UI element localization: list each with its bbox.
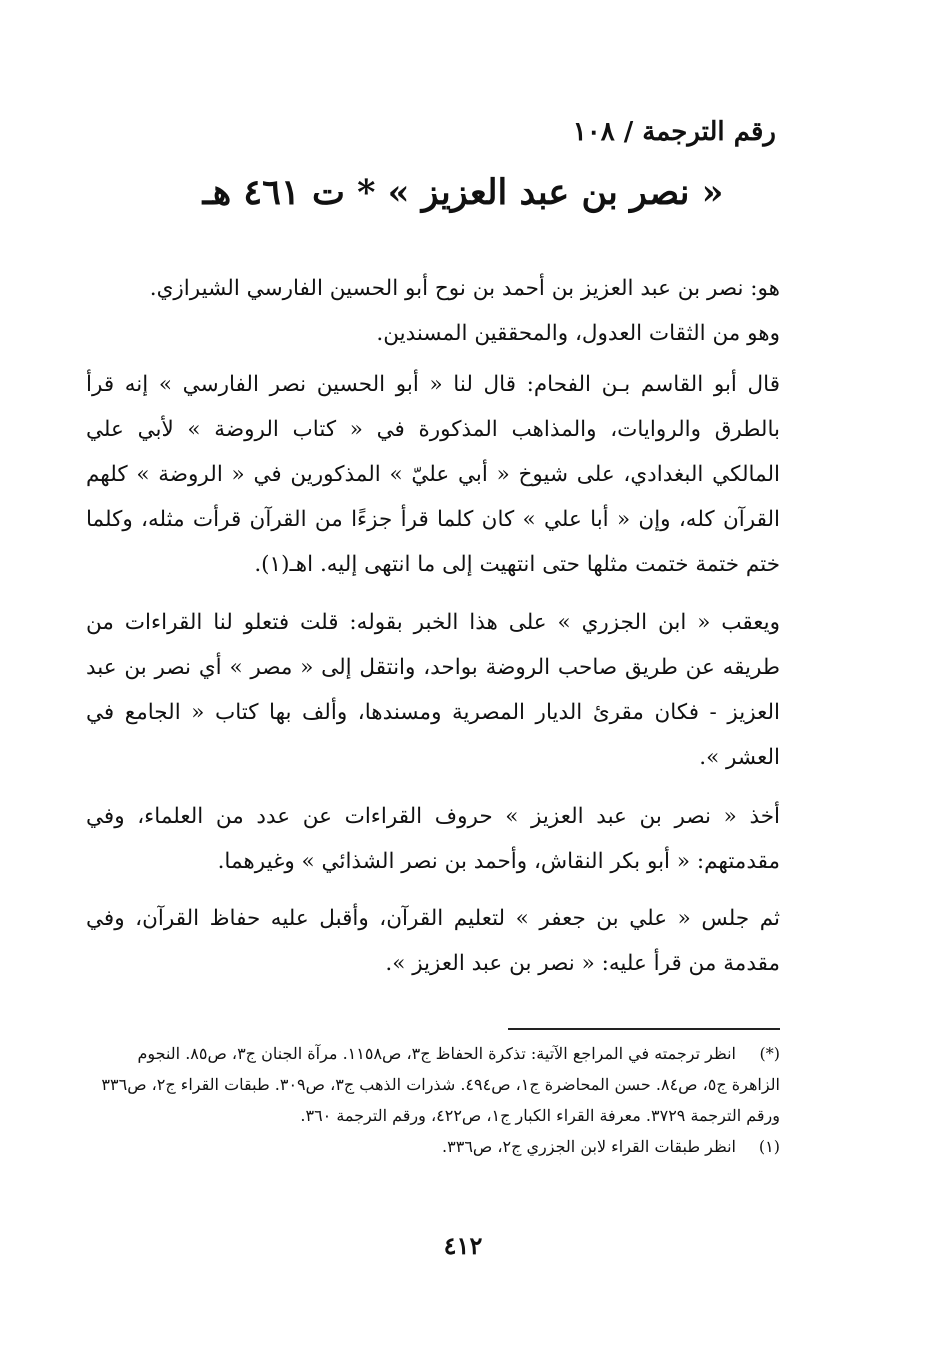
intro-paragraph (86, 266, 780, 356)
body-paragraph: ثم جلس « علي بن جعفر » لتعليم القرآن، وأقبل عليه حفاظ القرآن، وفي مقدمة من قرأ عليه: « نصر بن عبد العزيز ». (86, 906, 780, 976)
paragraph-line: هو: نصر بن عبد العزيز بن أحمد بن نوح أبو الحسين الفارسي الشيرازي. (149, 276, 780, 301)
footnote (96, 1131, 780, 1162)
footnote-text: انظر طبقات القراء لابن الجزري ج٢، ص٣٣٦. (442, 1137, 736, 1156)
entry-number: رقم الترجمة / ١٠٨ (572, 117, 776, 147)
body-paragraph: ويعقب « ابن الجزري » على هذا الخبر بقوله: قلت فتعلو لنا القراءات من طريقه عن طريق صاحب الروضة بواحد، وانتقل إلى « مصر » أي نصر بن عبد العزيز - فكان مقرئ الديار المصرية ومسندها، وألف بها كتاب « الجامع في العشر ». (86, 610, 780, 770)
paragraph-line: وهو من الثقات العدول، والمحققين المسندين. (376, 321, 780, 346)
page-number: ٤١٢ (443, 1231, 483, 1260)
footnote-divider (508, 1028, 780, 1030)
footnote-marker: (١) (758, 1137, 780, 1156)
body-paragraph: قال أبو القاسم بـن الفحام: قال لنا « أبو الحسين نصر الفارسي » إنه قرأ بالطرق والروايات، والمذاهب المذكورة في « كتاب الروضة » لأبي علي المالكي البغدادي، على شيوخ « أبي عليّ » المذكورين في « الروضة » كلهم القرآن كله، وإن « أبا علي » كان كلما قرأ جزءًا من القرآن قرأت مثله، وكلما ختم ختمة ختمت مثلها حتى انتهيت إلى ما انتهى إليه. اهـ(١). (86, 372, 780, 577)
footnote (96, 1038, 780, 1131)
footnote-marker: (*) (759, 1044, 780, 1063)
footnote-text: انظر ترجمته في المراجع الآتية: تذكرة الحفاظ ج٣، ص١١٥٨. مرآة الجنان ج٣، ص٨٥. النجوم الزاهرة ج٥، ص٨٤. حسن المحاضرة ج١، ص٤٩٤. شذرات الذهب ج٣، ص٣٠٩. طبقات القراء ج٢، ص٣٣٦ ورقم الترجمة ٣٧٢٩. معرفة القراء الكبار ج١، ص٤٢٢، ورقم الترجمة ٣٦٠. (101, 1044, 780, 1125)
body-paragraph: أخذ « نصر بن عبد العزيز » حروف القراءات عن عدد من العلماء، وفي مقدمتهم: « أبو بكر النقاش، وأحمد بن نصر الشذائي » وغيرهما. (86, 804, 780, 874)
footnotes (96, 1038, 780, 1162)
biography-title: « نصر بن عبد العزيز » * ت ٤٦١ هـ (202, 172, 724, 213)
